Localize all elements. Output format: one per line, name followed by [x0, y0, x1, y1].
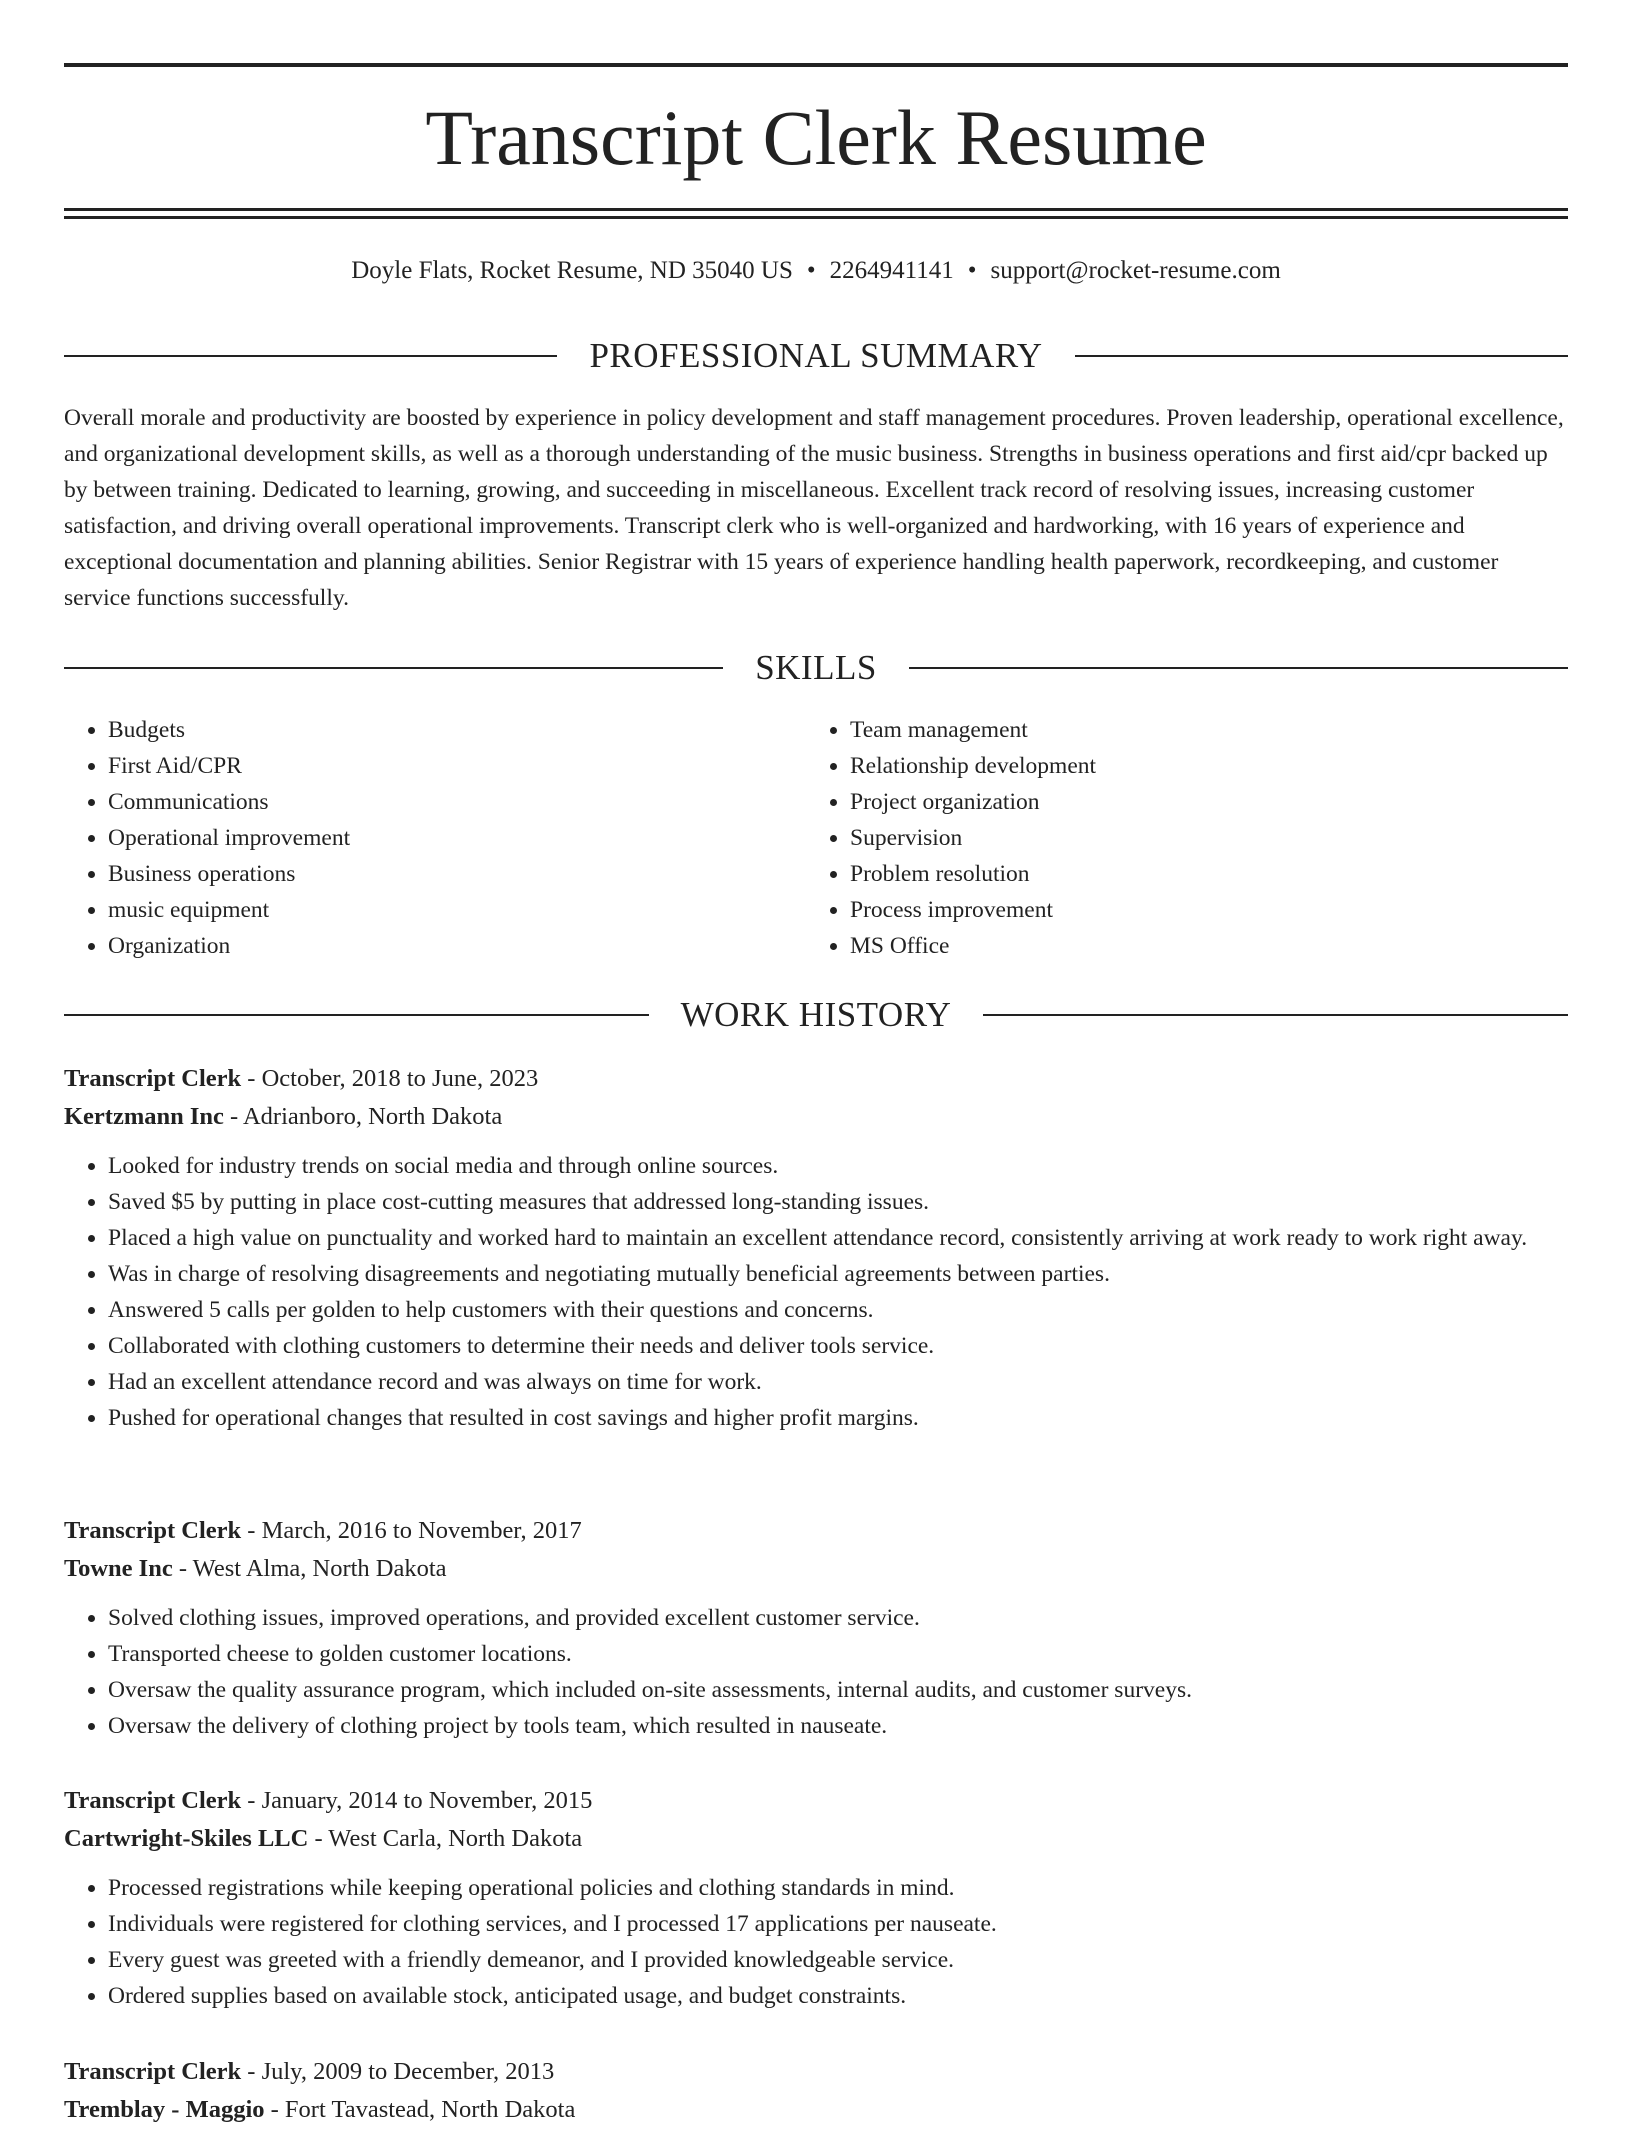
title-double-rule-lower — [64, 216, 1568, 219]
job-dates: - March, 2016 to November, 2017 — [241, 1517, 582, 1544]
skill-item: • Organization — [108, 928, 808, 964]
skill-item: • Process improvement — [850, 892, 1550, 928]
job-title: Transcript Clerk — [64, 2058, 242, 2085]
skills-column-right — [806, 712, 1550, 964]
section-rule-left — [64, 355, 557, 357]
job-bullet: • Saved $5 by putting in place cost-cutting measures that addressed long-standing issues. — [108, 1184, 1568, 1220]
job-bullet: • Ordered supplies based on available stock, anticipated usage, and budget constraints. — [108, 1978, 1568, 2014]
section-title: PROFESSIONAL SUMMARY — [589, 336, 1043, 375]
skill-item: • music equipment — [108, 892, 808, 928]
job-bullet: • Placed a high value on punctuality and worked hard to maintain an excellent attendance record, consistently arriving at work ready to work right away. — [108, 1220, 1568, 1256]
skill-item: • Business operations — [108, 856, 808, 892]
section-header-work-history — [64, 995, 1568, 1035]
job-entry — [64, 1782, 1568, 2014]
section-rule-left — [64, 1014, 649, 1016]
job-dates: - July, 2009 to December, 2013 — [241, 2058, 555, 2085]
section-header-summary — [64, 336, 1568, 376]
job-title-line — [64, 1512, 1568, 1550]
job-company: Towne Inc — [64, 1555, 173, 1582]
section-header-skills — [64, 648, 1568, 688]
page-title: Transcript Clerk Resume — [425, 94, 1207, 181]
job-location: - West Alma, North Dakota — [172, 1555, 447, 1582]
job-title-line — [64, 1060, 1568, 1098]
job-entry — [64, 2053, 1568, 2129]
section-rule-right — [1075, 355, 1568, 357]
job-bullet: • Looked for industry trends on social media and through online sources. — [108, 1148, 1568, 1184]
skill-item: • Budgets — [108, 712, 808, 748]
job-bullet: • Answered 5 calls per golden to help customers with their questions and concerns. — [108, 1292, 1568, 1328]
job-dates: - January, 2014 to November, 2015 — [241, 1787, 593, 1814]
job-entry — [64, 1060, 1568, 1436]
job-dates: - October, 2018 to June, 2023 — [241, 1065, 539, 1092]
job-bullet: • Had an excellent attendance record and was always on time for work. — [108, 1364, 1568, 1400]
section-title: SKILLS — [755, 648, 877, 687]
job-title: Transcript Clerk — [64, 1065, 242, 1092]
section-rule-left — [64, 667, 723, 669]
title-double-rule-upper — [64, 208, 1568, 211]
job-company-line — [64, 1098, 1568, 1136]
job-company: Tremblay - Maggio — [64, 2096, 265, 2123]
job-bullet: • Collaborated with clothing customers to determine their needs and deliver tools service. — [108, 1328, 1568, 1364]
contact-line — [64, 254, 1568, 288]
job-entry — [64, 1512, 1568, 1744]
job-company-line — [64, 1550, 1568, 1588]
job-title: Transcript Clerk — [64, 1787, 242, 1814]
contact-phone: 2264941141 — [829, 257, 954, 284]
top-rule — [64, 63, 1568, 67]
job-title-line — [64, 1782, 1568, 1820]
job-bullet: • Processed registrations while keeping operational policies and clothing standards in mind. — [108, 1870, 1568, 1906]
job-company-line — [64, 1820, 1568, 1858]
job-title: Transcript Clerk — [64, 1517, 242, 1544]
skill-item: • Problem resolution — [850, 856, 1550, 892]
contact-separator: • — [806, 257, 816, 284]
job-company: Cartwright-Skiles LLC — [64, 1825, 309, 1852]
job-bullets — [64, 1148, 1568, 1436]
job-bullet: • Oversaw the quality assurance program, which included on-site assessments, internal audits, and customer surveys. — [108, 1672, 1568, 1708]
job-company-line — [64, 2091, 1568, 2129]
contact-separator: • — [967, 257, 977, 284]
job-bullet: • Was in charge of resolving disagreements and negotiating mutually beneficial agreements between parties. — [108, 1256, 1568, 1292]
contact-email: support@rocket-resume.com — [990, 257, 1281, 284]
job-location: - Fort Tavastead, North Dakota — [264, 2096, 576, 2123]
contact-address: Doyle Flats, Rocket Resume, ND 35040 US — [351, 257, 793, 284]
skill-item: • Project organization — [850, 784, 1550, 820]
skill-item: • Supervision — [850, 820, 1550, 856]
job-location: - West Carla, North Dakota — [308, 1825, 583, 1852]
job-bullet: • Individuals were registered for clothing services, and I processed 17 applications per nauseate. — [108, 1906, 1568, 1942]
job-title-line — [64, 2053, 1568, 2091]
section-rule-right — [983, 1014, 1568, 1016]
skill-item: • Communications — [108, 784, 808, 820]
job-bullet: • Pushed for operational changes that resulted in cost savings and higher profit margins. — [108, 1400, 1568, 1436]
skills-column-left — [64, 712, 808, 964]
job-company: Kertzmann Inc — [64, 1103, 224, 1130]
job-location: - Adrianboro, North Dakota — [223, 1103, 503, 1130]
job-bullet: • Transported cheese to golden customer locations. — [108, 1636, 1568, 1672]
job-bullets — [64, 1600, 1568, 1744]
skill-item: • Team management — [850, 712, 1550, 748]
skill-item: • Relationship development — [850, 748, 1550, 784]
professional-summary-text: Overall morale and productivity are boosted by experience in policy development and staff management procedures. Proven leadership, operational excellence, and organizational development skills, as well as a thorough understanding of the music business. Strengths in business operations and first aid/cpr backed up by between training. Dedicated to learning, growing, and succeeding in miscellaneous. Excellent track record of resolving issues, increasing customer satisfaction, and driving overall operational improvements. Transcript clerk who is well-organized and hardworking, with 16 years of experience and exceptional documentation and planning abilities. Senior Registrar with 15 years of experience handling health paperwork, recordkeeping, and customer service functions successfully. — [64, 405, 1564, 611]
job-bullets — [64, 1870, 1568, 2014]
section-title: WORK HISTORY — [680, 995, 952, 1034]
skill-item: • MS Office — [850, 928, 1550, 964]
section-rule-right — [909, 667, 1568, 669]
skill-item: • First Aid/CPR — [108, 748, 808, 784]
skill-item: • Operational improvement — [108, 820, 808, 856]
job-bullet: • Oversaw the delivery of clothing project by tools team, which resulted in nauseate. — [108, 1708, 1568, 1744]
job-bullet: • Every guest was greeted with a friendly demeanor, and I provided knowledgeable service. — [108, 1942, 1568, 1978]
job-bullet: • Solved clothing issues, improved operations, and provided excellent customer service. — [108, 1600, 1568, 1636]
